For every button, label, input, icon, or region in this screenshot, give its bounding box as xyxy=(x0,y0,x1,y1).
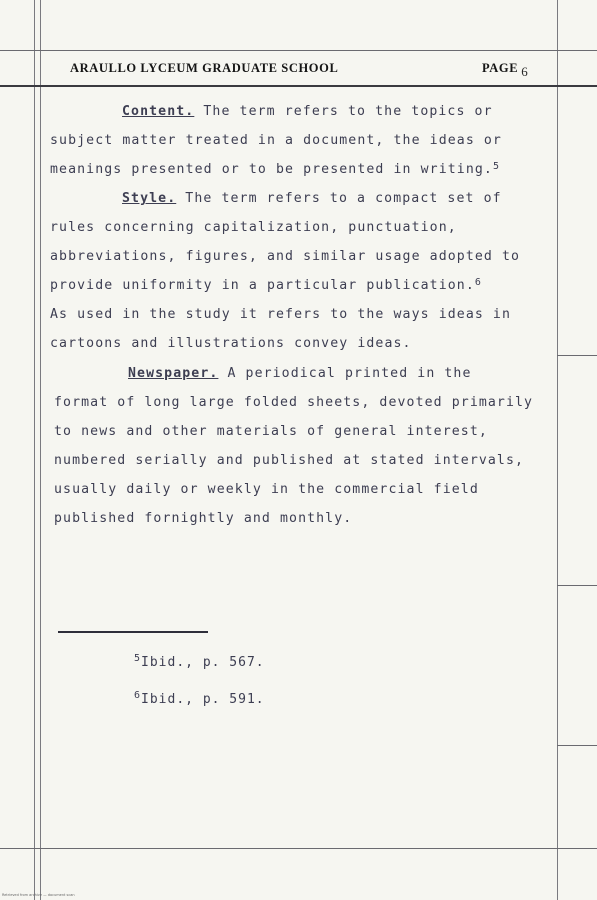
page-label xyxy=(482,60,529,79)
body-line xyxy=(54,482,479,497)
line-text: A periodical printed in the xyxy=(218,366,472,381)
body-line xyxy=(50,307,511,322)
left-margin-rule xyxy=(34,0,35,900)
footer-fine-print: Retrieved from archive — document scan xyxy=(2,893,75,897)
footnote-separator xyxy=(58,631,208,633)
left-inner-rule xyxy=(40,0,41,900)
header-bottom-rule xyxy=(0,85,597,87)
header-top-rule xyxy=(0,50,597,51)
term-content: Content. xyxy=(122,104,195,119)
footnote-ref: 6 xyxy=(474,277,482,288)
right-margin-rule xyxy=(557,0,558,900)
line-text: format of long large folded sheets, devoted primarily xyxy=(54,395,534,410)
footnote-text: Ibid., p. 567. xyxy=(141,655,265,670)
line-text: rules concerning capitalization, punctuation, xyxy=(50,220,457,235)
term-style: Style. xyxy=(122,191,177,206)
page-label-text: PAGE xyxy=(482,61,519,75)
school-name: ARAULLO LYCEUM GRADUATE SCHOOL xyxy=(70,61,339,75)
right-tick-1 xyxy=(557,355,597,356)
footnote-text: Ibid., p. 591. xyxy=(141,692,265,707)
term-newspaper: Newspaper. xyxy=(128,366,219,381)
footnote-number: 5 xyxy=(134,653,142,664)
line-text: subject matter treated in a document, the ideas or xyxy=(50,133,502,148)
body-line xyxy=(50,249,520,264)
line-text: The term refers to a compact set of xyxy=(176,191,502,206)
line-text: to news and other materials of general interest, xyxy=(54,424,488,439)
body-line xyxy=(50,278,482,293)
body-line xyxy=(54,424,488,439)
footnote-6 xyxy=(134,692,265,707)
body-line xyxy=(50,220,457,235)
body-line xyxy=(50,336,412,351)
footnote-ref: 5 xyxy=(492,161,501,172)
body-line xyxy=(54,395,533,410)
line-text: abbreviations, figures, and similar usage adopted to xyxy=(50,249,521,264)
body-line xyxy=(128,366,472,381)
line-text: usually daily or weekly in the commercial field xyxy=(54,482,479,497)
body-line xyxy=(54,511,352,526)
body-line xyxy=(122,104,493,119)
body-line xyxy=(54,453,524,468)
line-text: The term refers to the topics or xyxy=(194,104,493,119)
line-text: published fornightly and monthly. xyxy=(54,511,353,526)
line-text: numbered serially and published at stated intervals, xyxy=(54,453,525,468)
line-text: cartoons and illustrations convey ideas. xyxy=(50,336,412,351)
right-tick-3 xyxy=(557,745,597,746)
footnote-5 xyxy=(134,655,265,670)
body-line xyxy=(50,133,502,148)
footer-rule xyxy=(0,848,597,849)
line-text: provide uniformity in a particular publication. xyxy=(50,278,475,293)
body-line xyxy=(122,191,502,206)
body-line xyxy=(50,162,500,177)
line-text: As used in the study it refers to the ways ideas in xyxy=(50,307,512,322)
right-tick-2 xyxy=(557,585,597,586)
footnote-number: 6 xyxy=(134,690,142,701)
page-header xyxy=(70,58,570,78)
page-number: 6 xyxy=(521,64,529,79)
line-text: meanings presented or to be presented in writing. xyxy=(50,162,493,177)
